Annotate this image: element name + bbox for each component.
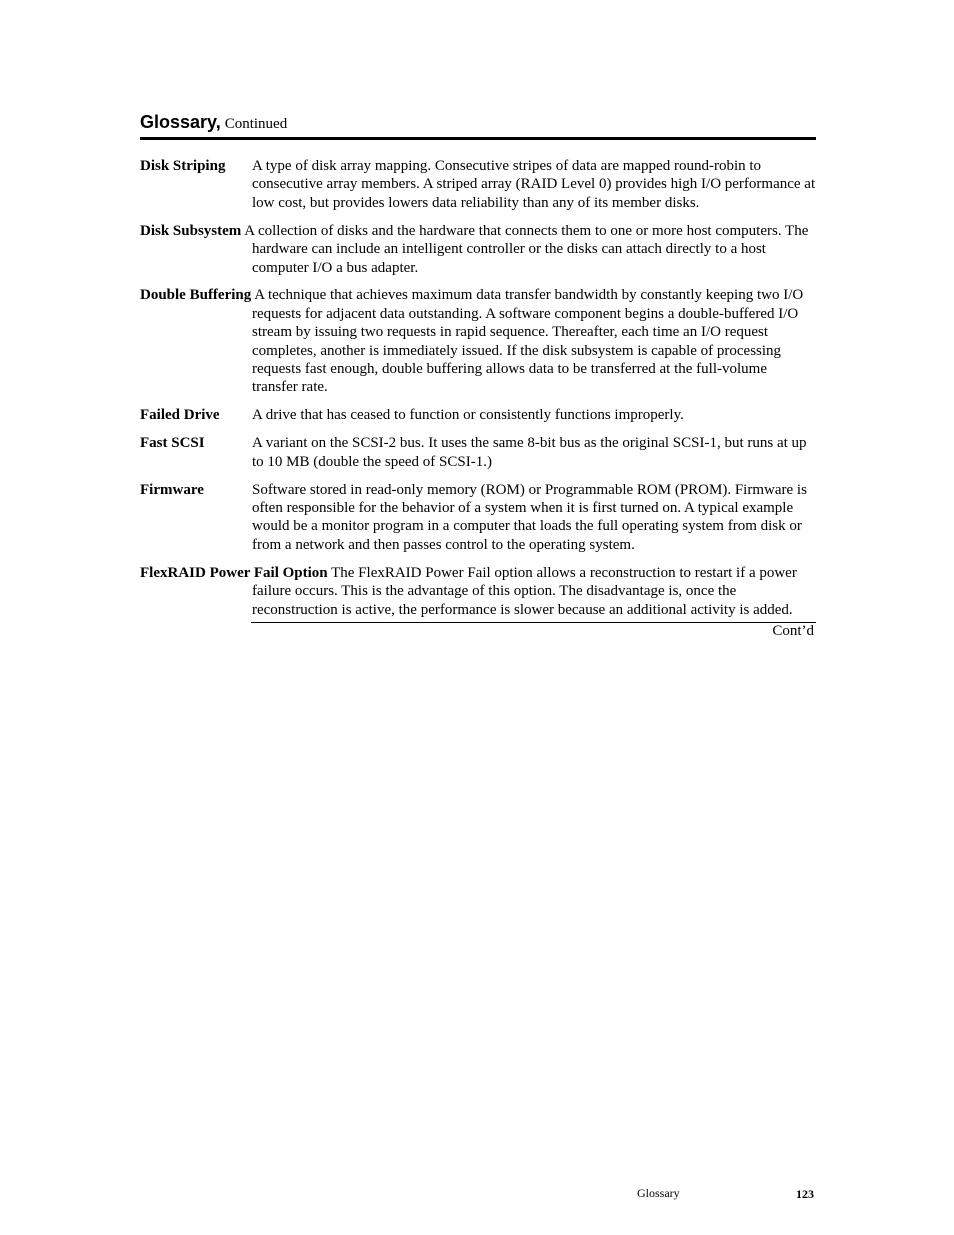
glossary-term: Fast SCSI — [140, 435, 205, 452]
glossary-term: Double Buffering — [140, 287, 252, 304]
glossary-definition: The FlexRAID Power Fail option allows a reconstruction to restart if a power failure occurs. This is the advantage of this option. The disadvantage is, once the reconstruction is active, the performance is slower because an additional activity is added. — [252, 564, 797, 618]
glossary-entry-double-buffering — [140, 286, 816, 396]
glossary-term: Firmware — [140, 481, 204, 498]
glossary-definition: A type of disk array mapping. Consecutive stripes of data are mapped round-robin to consecutive array members. A striped array (RAID Level 0) provides high I/O performance at low cost, but provides lowers data reliability than any of its member disks. — [252, 158, 816, 211]
footer-section: Glossary — [637, 1186, 680, 1200]
glossary-list — [140, 157, 816, 628]
glossary-term: Disk Subsystem — [140, 222, 242, 239]
page-number: 123 — [796, 1187, 814, 1201]
glossary-definition: A variant on the SCSI-2 bus. It uses the same 8-bit bus as the original SCSI-1, but runs at up to 10 MB (double the speed of SCSI-1.) — [252, 435, 807, 470]
page-header — [140, 112, 816, 140]
glossary-entry-disk-striping — [140, 157, 816, 212]
glossary-entry-failed-drive — [140, 406, 816, 424]
page-title: Glossary, — [140, 112, 221, 132]
glossary-term: Failed Drive — [140, 407, 220, 424]
page-subtitle: Continued — [224, 116, 288, 132]
continued-label: Cont’d — [772, 623, 814, 639]
glossary-definition: A collection of disks and the hardware that connects them to one or more host computers. The hardware can include an intelligent controller or the disks can attach directly to a host computer I/O a bus adapter. — [244, 222, 809, 276]
glossary-term: FlexRAID Power Fail Option — [140, 564, 328, 581]
glossary-entry-fast-scsi — [140, 434, 816, 471]
glossary-term: Disk Striping — [140, 158, 226, 174]
glossary-definition: Software stored in read-only memory (ROM) or Programmable ROM (PROM). Firmware is often responsible for the behavior of a system when it is first turned on. A typical example would be a monitor program in a computer that loads the full operating system from disk or from a network and then passes control to the operating system. — [252, 481, 807, 553]
continued-divider — [251, 622, 816, 623]
glossary-definition: A drive that has ceased to function or consistently functions improperly. — [252, 407, 684, 424]
glossary-entry-firmware — [140, 481, 816, 555]
glossary-entry-disk-subsystem — [140, 222, 816, 277]
glossary-definition: A technique that achieves maximum data transfer bandwidth by constantly keeping two I/O requests for adjacent data outstanding. A software component begins a double-buffered I/O stream by issuing two requests in rapid sequence. Thereafter, each time an I/O request completes, another is immediately issued. If the disk subsystem is capable of processing requests fast enough, double buffering allows data to be transferred at the full-volume transfer rate. — [252, 287, 804, 396]
glossary-entry-flexraid-power-fail — [140, 564, 816, 619]
